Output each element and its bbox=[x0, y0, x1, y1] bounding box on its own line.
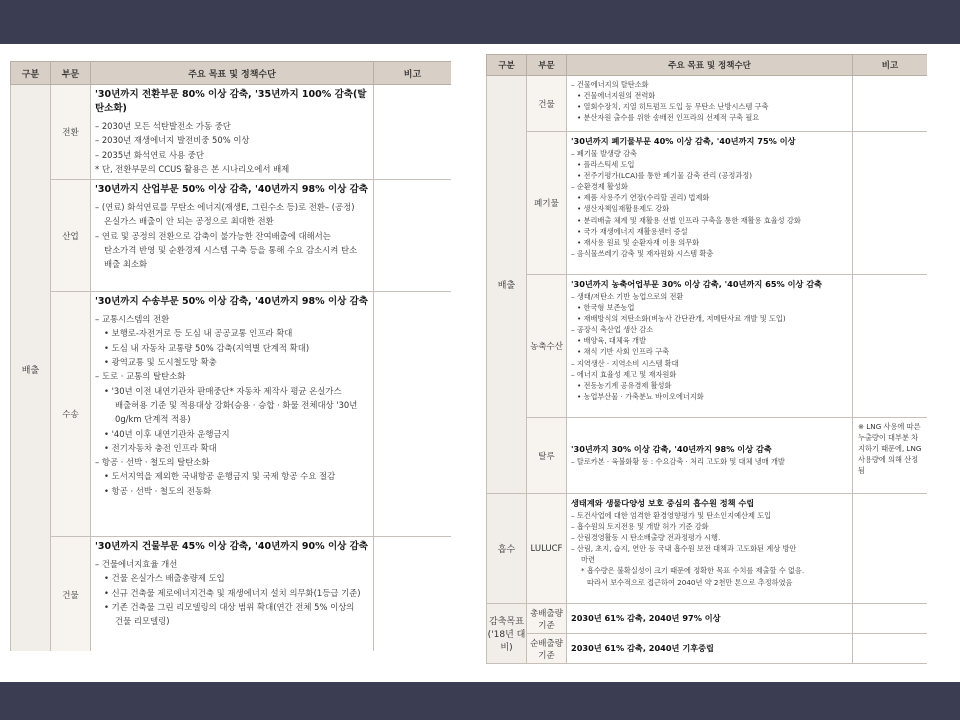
policy-line: – 공장식 축산업 생산 감소 bbox=[571, 325, 654, 335]
policy-line: 건물 리모델링) bbox=[115, 616, 170, 627]
policy-line: • 보행로-자전거로 등 도심 내 공공교통 인프라 확대 bbox=[104, 328, 293, 339]
policy-line: • 한국형 보존농업 bbox=[577, 303, 635, 313]
table-row bbox=[11, 537, 452, 651]
header-sector: 부문 bbox=[527, 55, 567, 76]
policy-line: • 전주기평가(LCA)를 통한 폐기물 감축 관리 (공정과정) bbox=[577, 171, 753, 181]
policy-line: • 재배방식의 저탄소화(벼농사 간단관개, 저메탄사료 개발 및 도입) bbox=[577, 314, 786, 324]
sector-cell: 폐기물 bbox=[527, 132, 567, 275]
right-policy-table bbox=[486, 54, 927, 664]
remarks-cell bbox=[853, 418, 928, 494]
policy-line: • '40년 이후 내연기관차 운행금지 bbox=[104, 428, 230, 439]
policy-line: • 농업부산물 · 가축분뇨 바이오에너지화 bbox=[577, 391, 704, 401]
policy-line: • 전동농기계 공유경제 활성화 bbox=[577, 380, 672, 390]
remarks-cell bbox=[853, 76, 928, 132]
category-cell: 배출 bbox=[487, 76, 527, 494]
goal-heading: '30년까지 30% 이상 감축, '40년까지 98% 이상 감축 bbox=[571, 444, 772, 455]
left-policy-table bbox=[10, 61, 451, 651]
remarks-cell bbox=[374, 537, 452, 651]
goal-heading: '30년까지 건물부문 45% 이상 감축, '40년까지 90% 이상 감축 bbox=[95, 541, 368, 553]
policy-line: • 생산자책임재활용제도 강화 bbox=[577, 204, 670, 214]
policy-note: 따라서 보수적으로 접근하여 2040년 약 2천만 톤으로 추정하였음 bbox=[587, 577, 793, 587]
policy-line: • 항공 · 선박 · 철도의 전동화 bbox=[104, 485, 212, 496]
policy-line: 배출허용 기준 및 적용대상 강화(승용 · 승합 · 화물 전체대상 '30년 bbox=[115, 399, 358, 410]
goals-cell bbox=[91, 85, 374, 180]
policy-line: • 전기자동차 충전 인프라 확대 bbox=[104, 442, 217, 453]
remarks-cell bbox=[374, 85, 452, 180]
remarks-cell bbox=[853, 634, 928, 664]
goal-heading: '30년까지 전환부문 80% 이상 감축, '35년까지 100% 감축(탈탄소화) bbox=[95, 89, 367, 114]
policy-line: – 음식물쓰레기 감축 및 재자원화 시스템 확충 bbox=[571, 248, 714, 258]
policy-line: • 건물에너지원의 전력화 bbox=[577, 91, 656, 101]
sector-cell: 순배출량 기준 bbox=[527, 634, 567, 664]
policy-line: • 광역교통 및 도시철도망 확충 bbox=[104, 357, 217, 368]
summary-cell: 2030년 61% 감축, 2040년 97% 이상 bbox=[567, 604, 853, 634]
table-row bbox=[487, 76, 928, 132]
policy-line: • '30년 이전 내연기관차 판매중단* 자동차 제작사 평균 온실가스 bbox=[104, 385, 342, 396]
category-cell: 배출 bbox=[11, 85, 51, 652]
header-sector: 부문 bbox=[51, 62, 91, 85]
policy-line: – 생태/저탄소 기반 농업으로의 전환 bbox=[571, 292, 684, 301]
policy-line: • 배양육, 대체육 개발 bbox=[577, 336, 646, 346]
policy-note: * 흡수량은 불확실성이 크기 때문에 정확한 목표 수치를 제출할 수 없음. bbox=[581, 566, 805, 576]
policy-line: – 2030년 재생에너지 발전비중 50% 이상 bbox=[95, 135, 250, 146]
policy-note: * 단, 전환부문의 CCUS 활용은 본 시나리오에서 배제 bbox=[95, 163, 290, 174]
sector-cell: 건물 bbox=[51, 537, 91, 651]
sector-cell: 탈루 bbox=[527, 418, 567, 494]
sector-cell: 건물 bbox=[527, 76, 567, 132]
policy-line: – 건물에너지효율 개선 bbox=[95, 559, 178, 570]
table-row bbox=[487, 132, 928, 275]
remarks-cell bbox=[853, 132, 928, 275]
goals-cell bbox=[567, 132, 853, 275]
sector-cell: LULUCF bbox=[527, 494, 567, 604]
policy-line: 0g/km 단계적 적용) bbox=[115, 414, 191, 425]
remarks-cell bbox=[853, 275, 928, 418]
bottom-frame-band bbox=[0, 682, 960, 720]
goals-cell bbox=[567, 418, 853, 494]
policy-line: • 신규 건축물 제로에너지건축 및 재생에너지 설치 의무화(1등급 기준) bbox=[104, 587, 361, 598]
policy-line: – 순환경제 활성화 bbox=[571, 182, 628, 192]
policy-line: – 폐기물 발생량 감축 bbox=[571, 149, 637, 158]
left-header-row bbox=[11, 62, 452, 85]
policy-line: – (연료) 화석연료를 무탄소 에너지(재생E, 그린수소 등)로 전환– (공정) bbox=[95, 202, 355, 213]
remarks-cell bbox=[374, 292, 452, 537]
sector-cell: 수송 bbox=[51, 292, 91, 537]
sector-cell: 총배출량 기준 bbox=[527, 604, 567, 634]
header-category: 구분 bbox=[487, 55, 527, 76]
policy-line: • 분리배출 체계 및 재활용 선별 인프라 구축을 통한 재활용 효율성 강화 bbox=[577, 215, 801, 225]
header-goals: 주요 목표 및 정책수단 bbox=[91, 62, 374, 85]
goal-heading: '30년까지 수송부문 50% 이상 감축, '40년까지 98% 이상 감축 bbox=[95, 296, 368, 308]
policy-line: 배출 최소화 bbox=[104, 259, 148, 270]
table-row bbox=[487, 634, 928, 664]
policy-line: – 토건사업에 대한 엄격한 환경영향평가 및 탄소인지예산제 도입 bbox=[571, 511, 772, 520]
header-remarks: 비고 bbox=[374, 62, 452, 85]
goal-heading: 생태계와 생물다양성 보호 중심의 흡수원 정책 수립 bbox=[571, 498, 755, 508]
policy-line: – 교통시스템의 전환 bbox=[95, 314, 170, 325]
policy-line: • 기존 건축물 그린 리모델링의 대상 범위 확대(연간 전체 5% 이상의 bbox=[104, 602, 355, 613]
table-row bbox=[487, 604, 928, 634]
policy-line: – 2030년 모든 석탄발전소 가동 중단 bbox=[95, 121, 231, 131]
left-table-page bbox=[10, 61, 451, 651]
goal-heading: '30년까지 농축어업부문 30% 이상 감축, '40년까지 65% 이상 감축 bbox=[571, 279, 823, 289]
policy-line: – 도로 · 교통의 탈탄소화 bbox=[95, 371, 186, 382]
policy-line: – 에너지 효율성 제고 및 재자원화 bbox=[571, 369, 677, 379]
policy-line: – 산림경영활동 시 탄소배출량 전과정평가 시행. bbox=[571, 533, 721, 543]
remarks-cell bbox=[853, 604, 928, 634]
remarks-cell bbox=[853, 494, 928, 604]
policy-line: – 흡수원의 토지전용 및 개발 허가 기준 강화 bbox=[571, 522, 709, 532]
table-row bbox=[11, 292, 452, 537]
policy-line: – 항공 · 선박 · 철도의 탈탄소화 bbox=[95, 457, 210, 468]
goals-cell bbox=[91, 537, 374, 651]
policy-line: • 제품 사용주기 연장(수리할 권리) 법제화 bbox=[577, 193, 710, 203]
sector-cell: 농축수산 bbox=[527, 275, 567, 418]
policy-line: • 채식 기반 사회 인프라 구축 bbox=[577, 347, 670, 357]
remarks-note: ※ LNG 사용에 따른 누출량이 대부분 차지하기 때문에, LNG 사용량에 의해 산정됨 bbox=[858, 422, 922, 475]
table-row bbox=[11, 180, 452, 292]
policy-line: – 건물에너지의 탈탄소화 bbox=[571, 80, 649, 89]
header-remarks: 비고 bbox=[853, 55, 928, 76]
table-row bbox=[487, 418, 928, 494]
policy-line: – 탈로카본 · 육불화황 등 : 수요감축 · 처리 고도화 및 대체 냉매 개발 bbox=[571, 457, 785, 467]
policy-line: 온실가스 배출이 안 되는 공정으로 최대한 전환 bbox=[104, 216, 274, 227]
goal-heading: '30년까지 산업부문 50% 이상 감축, '40년까지 98% 이상 감축 bbox=[95, 184, 368, 196]
table-row bbox=[11, 85, 452, 180]
summary-cell: 2030년 61% 감축, 2040년 기후중립 bbox=[567, 634, 853, 664]
policy-line: • 열회수장치, 지열 히트펌프 도입 등 무탄소 난방시스템 구축 bbox=[577, 102, 769, 112]
policy-line: 탄소가격 반영 및 순환경제 시스템 구축 등을 통해 수요 감소시켜 탄소 bbox=[104, 245, 358, 256]
goals-cell bbox=[567, 275, 853, 418]
table-row bbox=[487, 494, 928, 604]
policy-line: – 연료 및 공정의 전환으로 감축이 불가능한 잔여배출에 대해서는 bbox=[95, 230, 331, 241]
remarks-cell bbox=[374, 180, 452, 292]
goals-cell bbox=[567, 76, 853, 132]
goals-cell bbox=[567, 494, 853, 604]
goals-cell bbox=[91, 292, 374, 537]
policy-line: • 국가 재생에너지 재활용센터 증설 bbox=[577, 226, 688, 236]
policy-line: – 지역생산 · 지역소비 시스템 확대 bbox=[571, 358, 679, 368]
table-row bbox=[487, 275, 928, 418]
header-category: 구분 bbox=[11, 62, 51, 85]
right-table-page bbox=[486, 54, 927, 665]
sector-cell: 산업 bbox=[51, 180, 91, 292]
policy-line: • 도서지역을 제외한 국내항공 운행금지 및 국제 항공 수요 절감 bbox=[104, 471, 336, 482]
sector-cell: 전환 bbox=[51, 85, 91, 180]
policy-line: • 건물 온실가스 배출총량제 도입 bbox=[104, 573, 225, 584]
top-frame-band bbox=[0, 0, 960, 44]
category-cell: 흡수 bbox=[487, 494, 527, 604]
policy-line: • 도심 내 자동차 교통량 50% 감축(지역별 단계적 확대) bbox=[104, 342, 310, 353]
policy-line: • 분산자원 출수를 위한 송배전 인프라의 선제적 구축 필요 bbox=[577, 113, 760, 123]
policy-line: – 산림, 초지, 습지, 연안 등 국내 흡수원 보전 대책과 고도화된 계상 방안 bbox=[571, 544, 797, 554]
policy-line: 마련 bbox=[581, 555, 595, 565]
policy-line: • 재사용 원료 및 순환자재 이용 의무화 bbox=[577, 237, 700, 247]
right-header-row bbox=[487, 55, 928, 76]
policy-line: • 플라스틱세 도입 bbox=[577, 160, 635, 170]
category-cell: 감축목표 ('18년 대비) bbox=[487, 604, 527, 664]
header-goals: 주요 목표 및 정책수단 bbox=[567, 55, 853, 76]
goals-cell bbox=[91, 180, 374, 292]
policy-line: – 2035년 화석연료 사용 중단 bbox=[95, 149, 204, 160]
goal-heading: '30년까지 폐기물부문 40% 이상 감축, '40년까지 75% 이상 bbox=[571, 136, 796, 146]
